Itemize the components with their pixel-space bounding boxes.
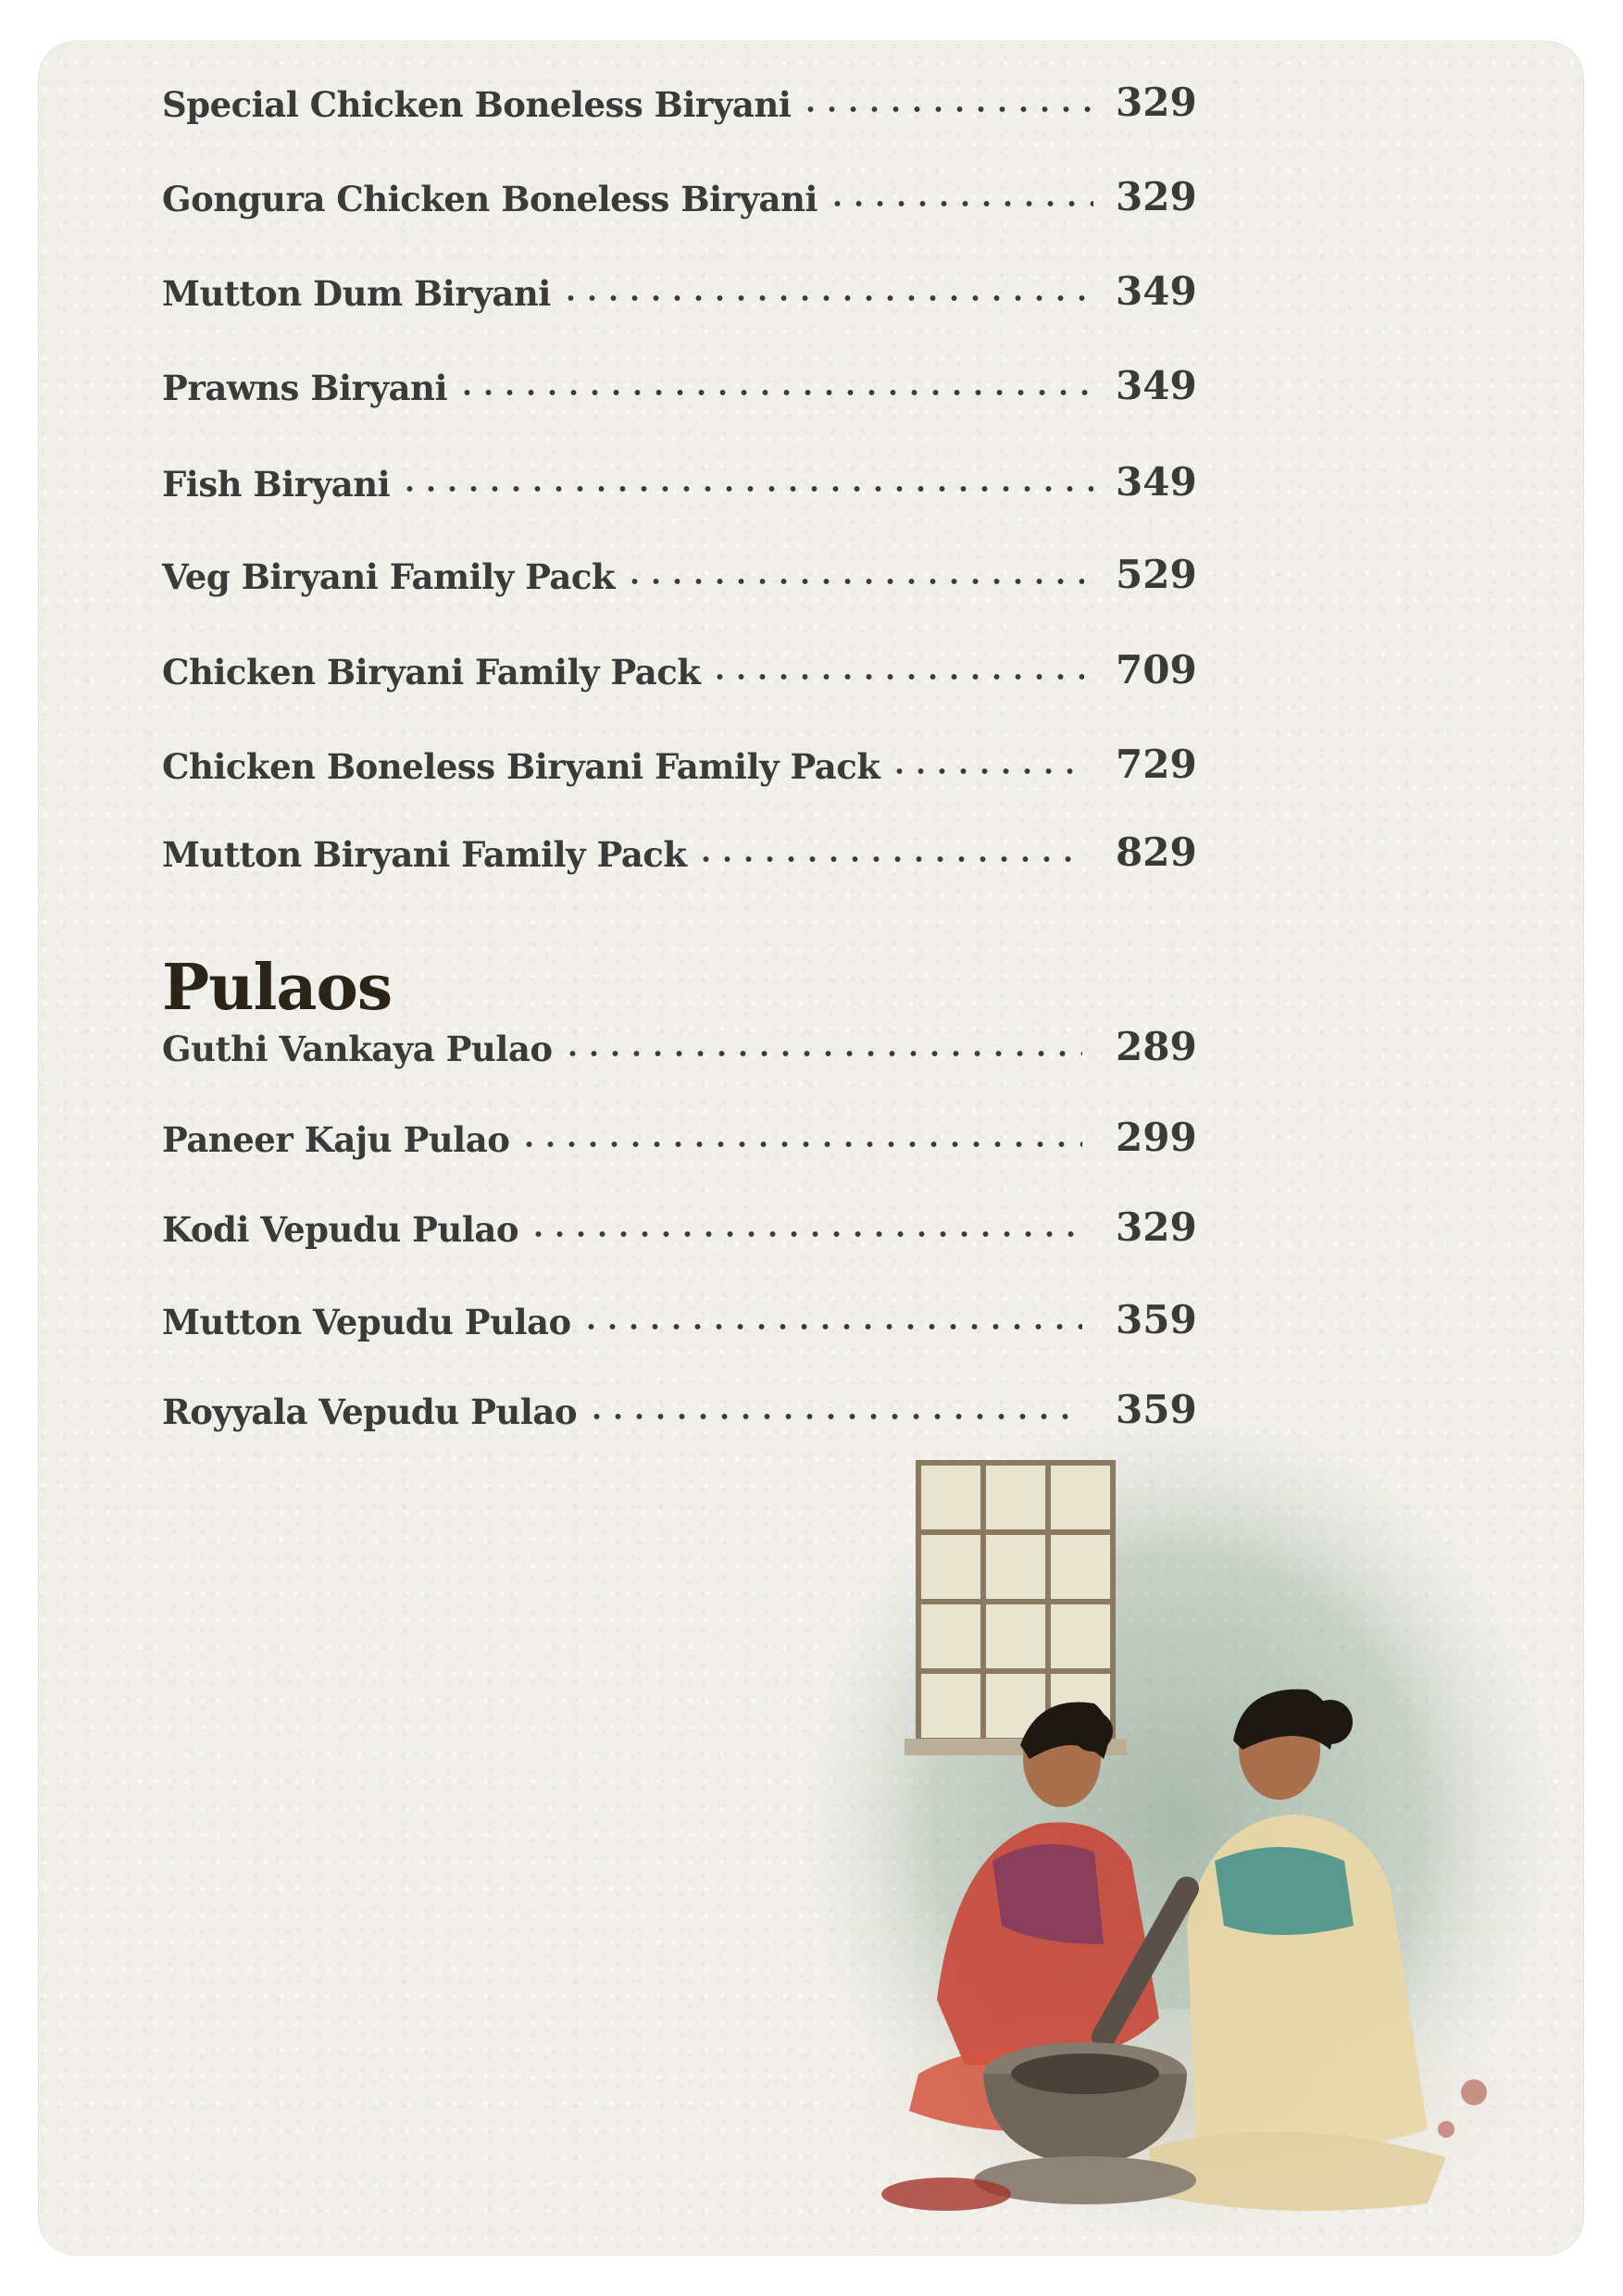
item-price: 829: [1116, 830, 1197, 875]
menu-item: [162, 1104, 1208, 1160]
dot-leader: [624, 577, 1084, 586]
item-name: Gongura Chicken Boneless Biryani: [162, 179, 818, 219]
section-title-pulaos: Pulaos: [162, 951, 393, 1025]
menu-item: [162, 819, 1208, 875]
item-price: 329: [1116, 80, 1197, 125]
dot-leader: [528, 1229, 1082, 1239]
menu-item: [162, 1194, 1208, 1250]
item-name: Mutton Vepudu Pulao: [162, 1302, 571, 1342]
dot-leader: [518, 1140, 1082, 1149]
item-price: 349: [1116, 459, 1197, 505]
dot-leader: [827, 199, 1093, 208]
dot-leader: [581, 1322, 1082, 1331]
menu-item: [162, 637, 1208, 693]
menu-item: [162, 353, 1208, 408]
dot-leader: [562, 1049, 1082, 1058]
dot-leader: [586, 1412, 1082, 1421]
item-price: 329: [1116, 1204, 1197, 1250]
dot-leader: [399, 484, 1093, 493]
item-name: Special Chicken Boneless Biryani: [162, 84, 792, 125]
item-price: 359: [1116, 1297, 1197, 1342]
menu-item: [162, 1014, 1208, 1069]
menu-item: [162, 1287, 1208, 1342]
item-price: 709: [1116, 647, 1197, 693]
item-price: 529: [1116, 552, 1197, 597]
item-price: 349: [1116, 363, 1197, 408]
menu-item: [162, 449, 1208, 505]
item-name: Prawns Biryani: [162, 368, 448, 408]
menu-item: [162, 164, 1208, 219]
item-name: Chicken Biryani Family Pack: [162, 652, 701, 693]
dot-leader: [709, 672, 1084, 681]
menu-page: [39, 42, 1583, 2254]
item-name: Veg Biryani Family Pack: [162, 556, 616, 597]
women-grinding-illustration: [798, 1426, 1557, 2240]
item-price: 349: [1116, 268, 1197, 314]
item-name: Mutton Biryani Family Pack: [162, 834, 687, 875]
item-price: 289: [1116, 1024, 1197, 1069]
item-name: Paneer Kaju Pulao: [162, 1119, 510, 1160]
item-name: Royyala Vepudu Pulao: [162, 1391, 578, 1432]
menu-item: [162, 542, 1208, 597]
item-name: Chicken Boneless Biryani Family Pack: [162, 746, 880, 787]
dot-leader: [800, 105, 1093, 114]
item-name: Guthi Vankaya Pulao: [162, 1029, 553, 1069]
menu-item: [162, 258, 1208, 314]
item-name: Mutton Dum Biryani: [162, 273, 551, 314]
item-price: 359: [1116, 1387, 1197, 1432]
item-price: 329: [1116, 174, 1197, 219]
dot-leader: [560, 293, 1093, 303]
menu-item: [162, 1377, 1208, 1432]
dot-leader: [456, 388, 1093, 397]
menu-item: [162, 731, 1208, 787]
item-price: 729: [1116, 742, 1197, 787]
item-name: Kodi Vepudu Pulao: [162, 1209, 519, 1250]
menu-item: [162, 69, 1208, 125]
dot-leader: [889, 767, 1084, 776]
dot-leader: [695, 855, 1084, 864]
item-price: 299: [1116, 1115, 1197, 1160]
item-name: Fish Biryani: [162, 464, 391, 505]
